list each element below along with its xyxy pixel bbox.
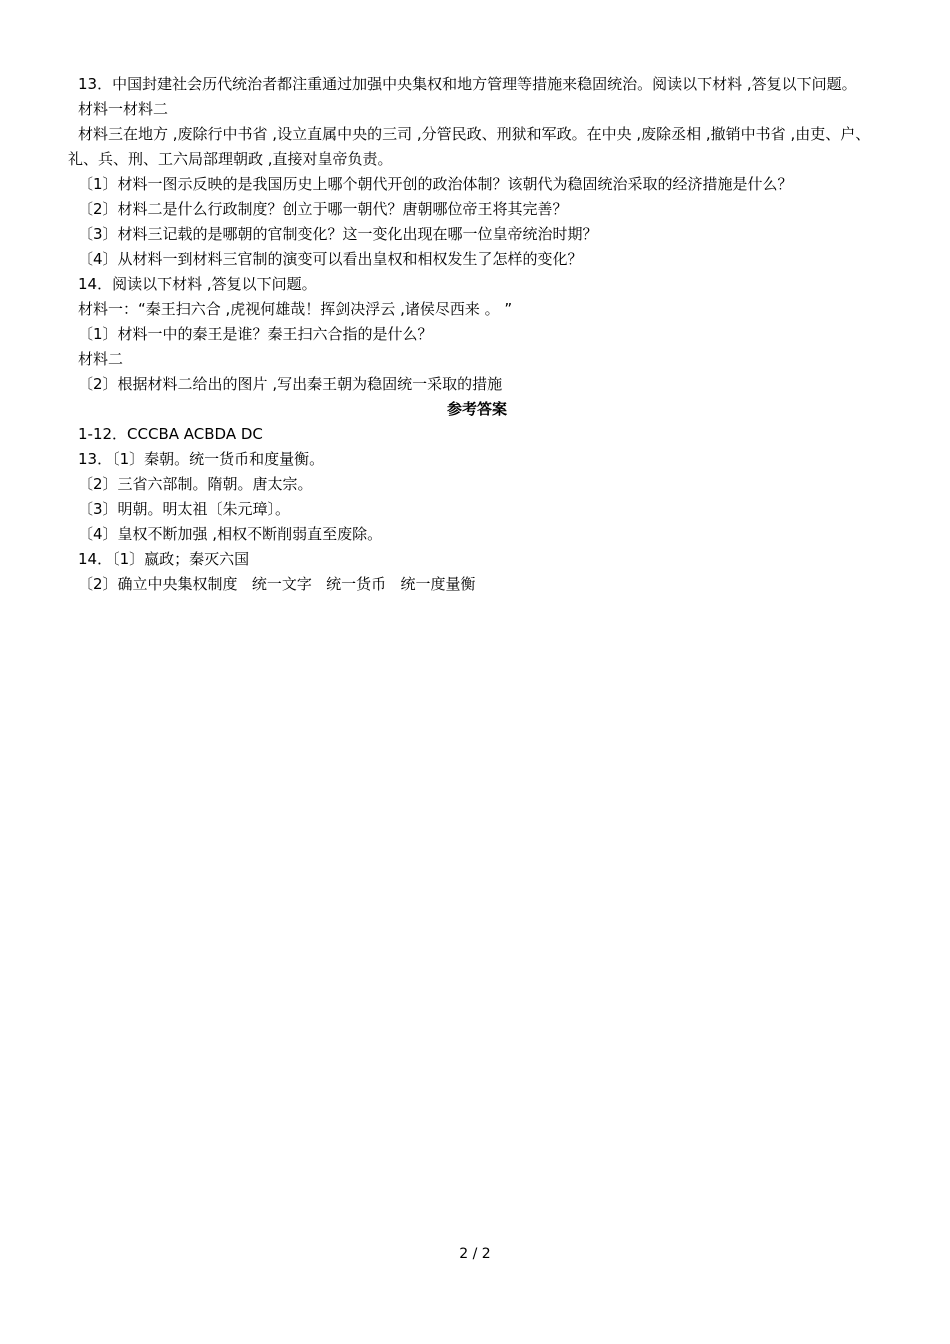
answer-13-4: 〔4〕皇权不断加强 ,相权不断削弱直至废除。 — [78, 525, 383, 543]
answer-13-2: 〔2〕三省六部制。隋朝。唐太宗。 — [78, 475, 313, 493]
q13-sub-question-2: 〔2〕材料二是什么行政制度？创立于哪一朝代？唐朝哪位帝王将其完善？ — [78, 200, 568, 218]
page-number: 2 / 2 — [459, 1246, 491, 1262]
q13-material-3: 材料三在地方 ,废除行中书省 ,设立直属中央的三司 ,分管民政、刑狱和军政。在中央 ,废除丞相 ,撤销中书省 ,由吏、户、礼、兵、刑、工六局部理朝政 ,直接对皇帝负责。 — [68, 125, 871, 168]
q14-material-2: 材料二 — [78, 350, 124, 368]
answer-14-2: 〔2〕确立中央集权制度 统一文字 统一货币 统一度量衡 — [78, 575, 476, 593]
q14-intro: 14．阅读以下材料 ,答复以下问题。 — [78, 275, 317, 293]
answer-key-title: 参考答案 — [446, 400, 507, 418]
q14-sub-question-1: 〔1〕材料一中的秦王是谁？秦王扫六合指的是什么？ — [78, 325, 433, 343]
q13-materials-1-2: 材料一材料二 — [78, 100, 169, 118]
q14-material-1: 材料一：“秦王扫六合 ,虎视何雄哉！挥剑决浮云 ,诸侯尽西来 。 ” — [78, 300, 513, 318]
q13-intro: 13．中国封建社会历代统治者都注重通过加强中央集权和地方管理等措施来稳固统治。阅读以下材料 ,答复以下问题。 — [78, 75, 857, 93]
answer-14-1: 14．〔1〕嬴政；秦灭六国 — [78, 550, 250, 568]
answer-1-12: 1-12．CCCBA ACBDA DC — [78, 425, 263, 443]
answer-13-3: 〔3〕明朝。明太祖〔朱元璋〕。 — [78, 500, 291, 518]
q13-sub-question-1: 〔1〕材料一图示反映的是我国历史上哪个朝代开创的政治体制？该朝代为稳固统治采取的经济措施是什么？ — [78, 175, 793, 193]
document-body — [68, 72, 886, 597]
answer-13-1: 13．〔1〕秦朝。统一货币和度量衡。 — [78, 450, 325, 468]
q14-sub-question-2: 〔2〕根据材料二给出的图片 ,写出秦王朝为稳固统一采取的措施 — [78, 375, 503, 393]
q13-sub-question-3: 〔3〕材料三记载的是哪朝的官制变化？这一变化出现在哪一位皇帝统治时期？ — [78, 225, 598, 243]
q13-sub-question-4: 〔4〕从材料一到材料三官制的演变可以看出皇权和相权发生了怎样的变化？ — [78, 250, 583, 268]
